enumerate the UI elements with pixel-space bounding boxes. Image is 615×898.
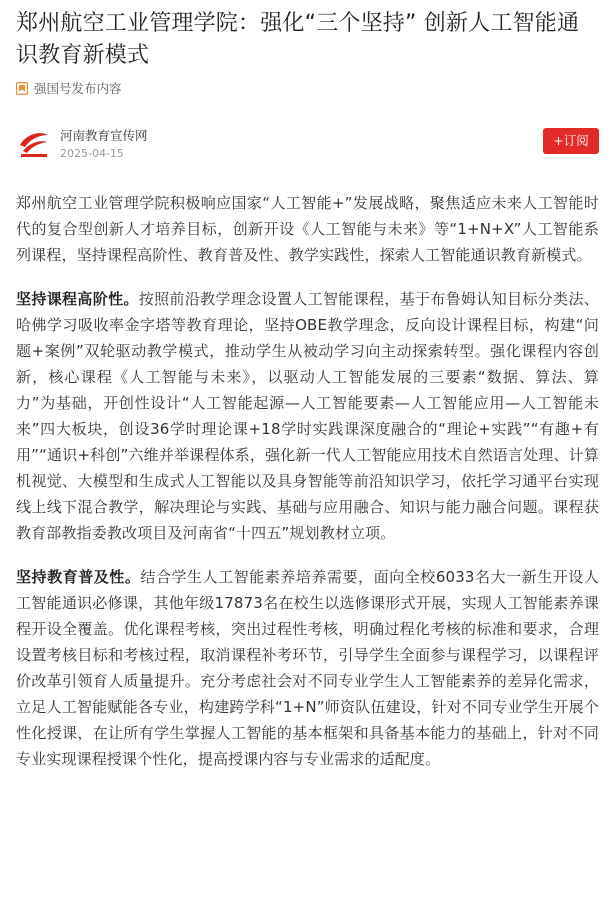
paragraph-education	[16, 564, 599, 772]
author-meta	[60, 127, 148, 162]
subscribe-button[interactable]: +订阅	[543, 128, 599, 154]
paragraph-intro	[16, 190, 599, 268]
author-avatar[interactable]	[16, 126, 52, 162]
paragraph-text: 郑州航空工业管理学院积极响应国家“人工智能+”发展战略，聚焦适应未来人工智能时代的复合型创新人才培养目标，创新开设《人工智能与未来》等“1+N+X”人工智能系列课程，坚持课程高阶性、教育普及性、教学实践性，探索人工智能通识教育新模式。	[16, 194, 599, 264]
swoosh-logo-icon	[17, 127, 51, 161]
source-label: 强国号发布内容	[34, 81, 122, 96]
article-content	[16, 190, 599, 772]
article-title: 郑州航空工业管理学院：强化“三个坚持” 创新人工智能通识教育新模式	[16, 11, 580, 68]
paragraph-text: 按照前沿教学理念设置人工智能课程，基于布鲁姆认知目标分类法、哈佛学习吸收率金字塔等教育理论，坚持OBE教学理念，反向设计课程目标，构建“问题+案例”双轮驱动教学模式，推动学生从被动学习向主动探索转型。强化课程内容创新，核心课程《人工智能与未来》，以驱动人工智能发展的三要素“数据、算法、算力”为基础，开创性设计“人工智能起源—人工智能要素—人工智能应用—人工智能未来”四大板块，创设36学时理论课+18学时实践课深度融合的“理论+实践”“有趣+有用”“通识+科创”六维并举课程体系，强化新一代人工智能应用技术自然语言处理、计算机视觉、大模型和生成式人工智能以及具身智能等前沿知识学习，依托学习通平台实现线上线下混合教学，解决理论与实践、基础与应用融合、知识与能力融合问题。课程获教育部教指委教改项目及河南省“十四五”规划教材立项。	[16, 290, 599, 542]
paragraph-lead: 坚持教育普及性。	[16, 568, 141, 586]
publish-date: 2025-04-15	[60, 146, 124, 160]
author-row	[16, 120, 599, 168]
paragraph-course	[16, 286, 599, 546]
author-name[interactable]: 河南教育宣传网	[60, 127, 148, 143]
bookmark-badge-icon	[16, 82, 28, 95]
paragraph-lead: 坚持课程高阶性。	[16, 290, 139, 308]
paragraph-text: 结合学生人工智能素养培养需要，面向全校6033名大一新生开设人工智能通识必修课，其他年级17873名在校生以选修课形式开展，实现人工智能素养课程开设全覆盖。优化课程考核，突出过程性考核，明确过程化考核的标准和要求，合理设置考核目标和考核过程，取消课程补考环节，引导学生全面参与课程学习，以课程评价改革引领育人质量提升。充分考虑社会对不同专业学生人工智能素养的差异化需求，立足人工智能赋能各专业，构建跨学科“1+N”师资队伍建设，针对不同专业学生开展个性化授课，在让所有学生掌握人工智能的基本框架和具备基本能力的基础上，针对不同专业实现课程授课个性化，提高授课内容与专业需求的适配度。	[16, 568, 600, 768]
source-row	[16, 78, 599, 98]
